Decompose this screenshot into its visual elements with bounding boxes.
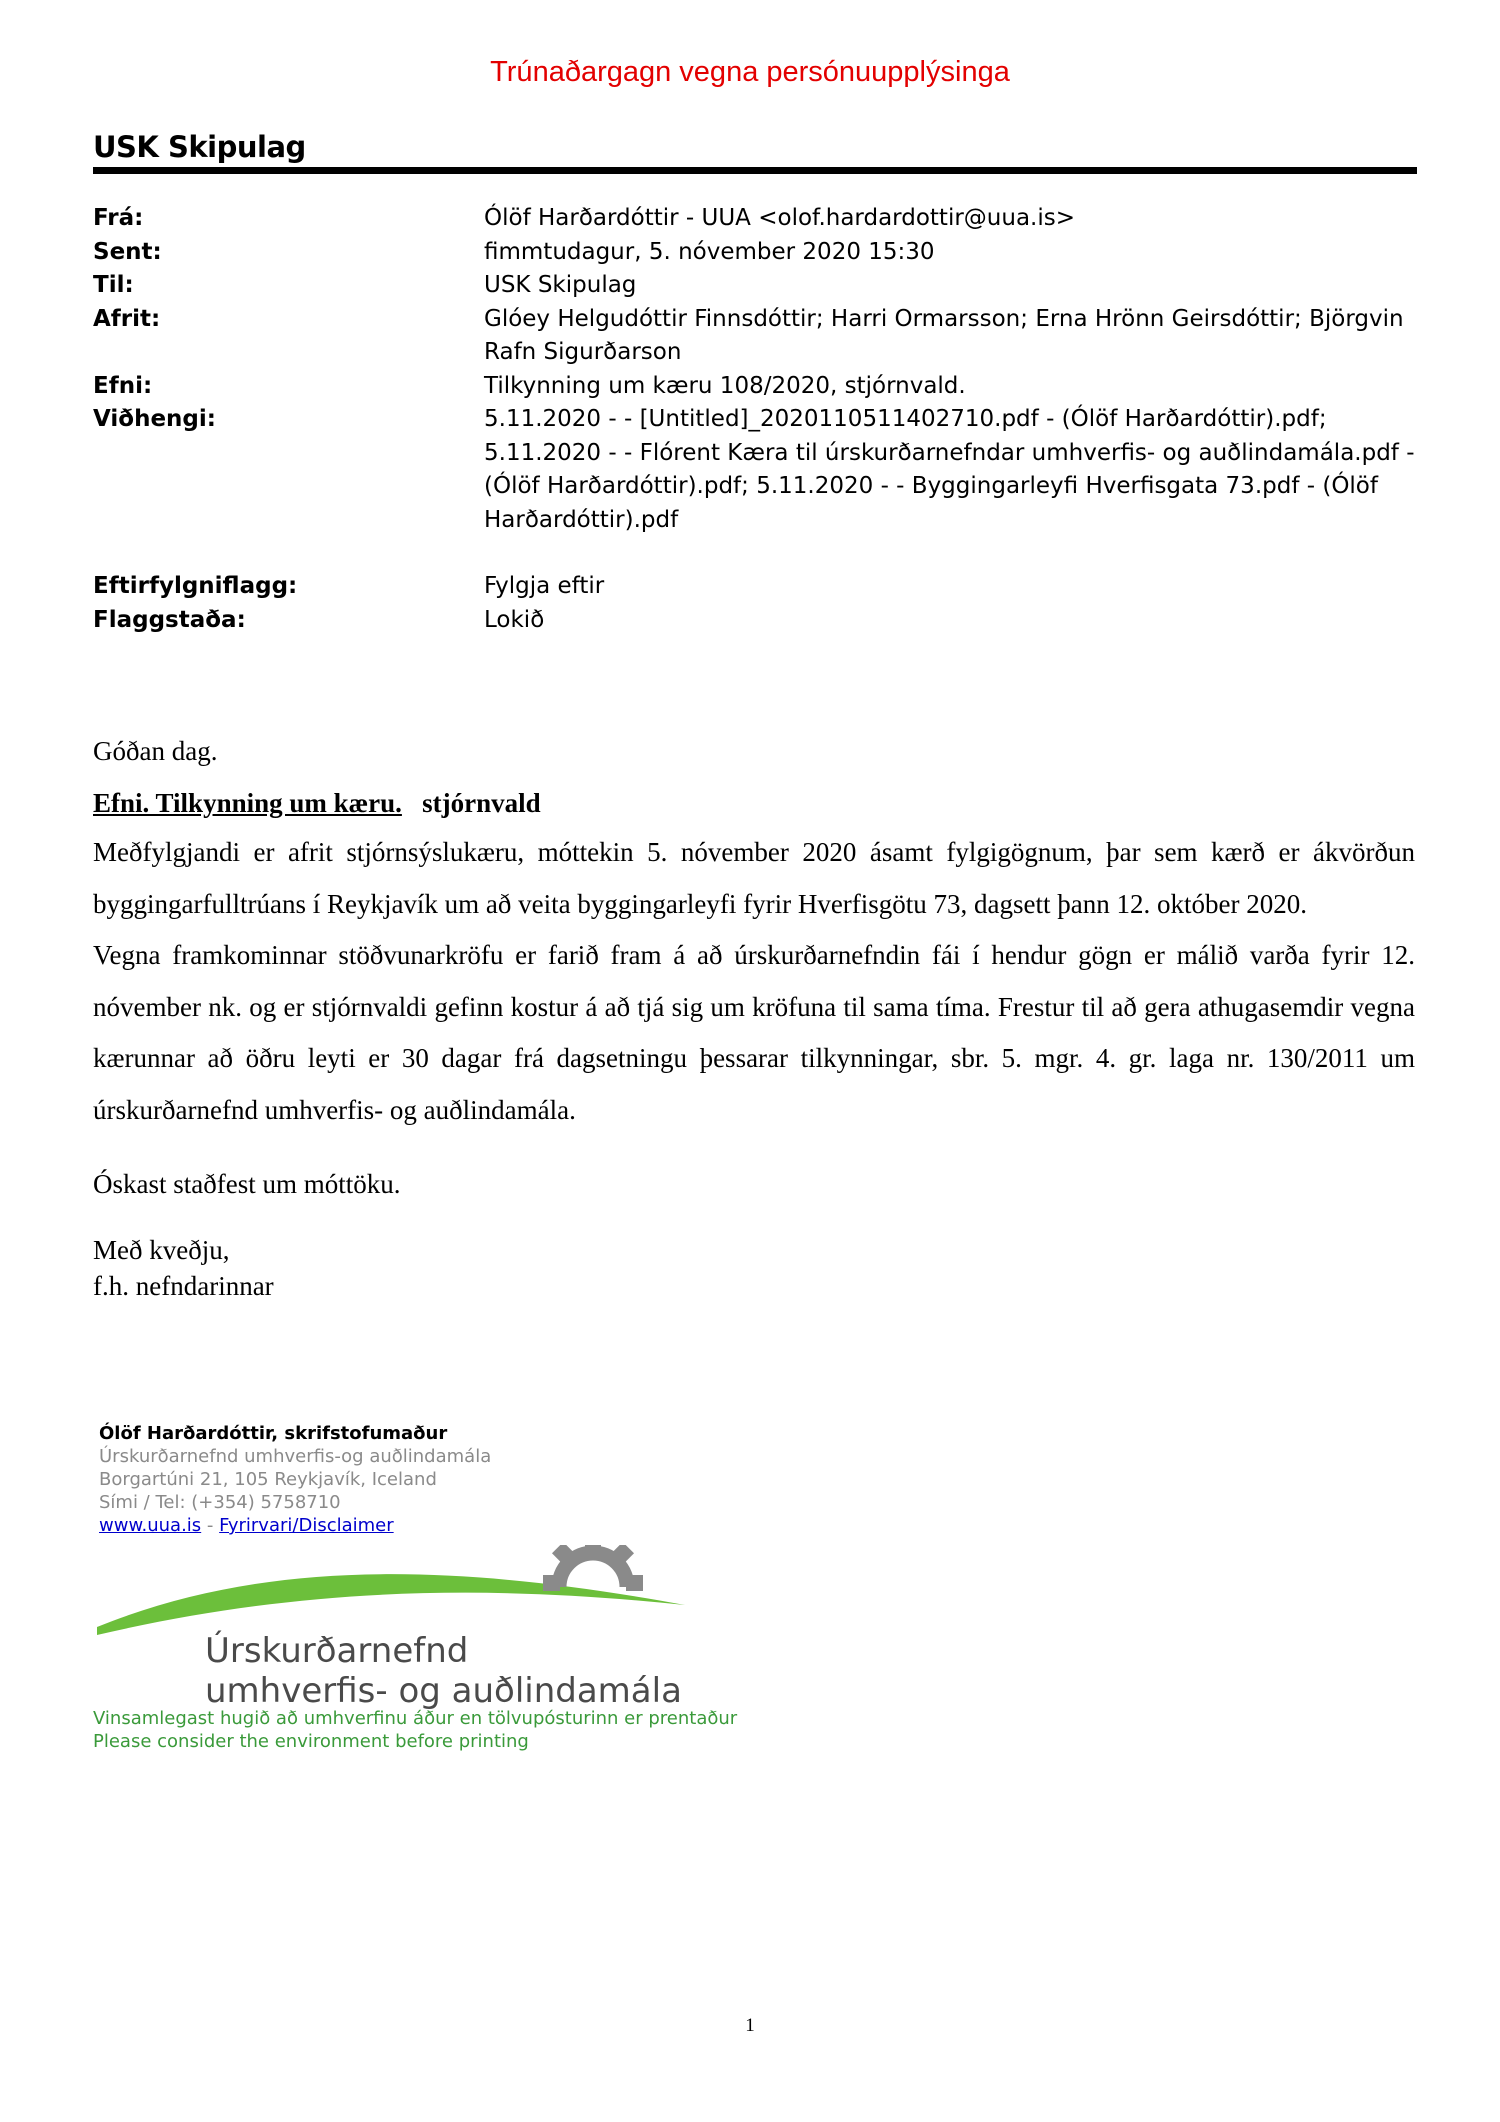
link-separator: - [206,1515,214,1536]
subject-label: Efni: [93,372,153,399]
followup-label: Eftirfylgniflagg: [93,573,298,599]
flagstatus-value: Lokið [484,606,545,633]
email-headers [93,202,1423,637]
logo-text-line1: Úrskurðarnefnd [205,1631,469,1671]
logo-text-line2: umhverfis- og auðlindamála [205,1671,682,1711]
followup-value: Fylgja eftir [484,573,605,599]
cc-value: Glóey Helgudóttir Finnsdóttir; Harri Ormarsson; Erna Hrönn Geirsdóttir; Björgvin Rafn Sigurðarson [484,305,1404,365]
email-body [93,733,1415,1304]
signature-org: Úrskurðarnefnd umhverfis-og auðlindamála [99,1446,492,1467]
attachments-value[interactable]: 5.11.2020 - - [Untitled]_2020110511402710.pdf - (Ólöf Harðardóttir).pdf; 5.11.2020 - - Flórent Kæra til úrskurðarnefndar umhverfis- og auðlindamála.pdf - (Ólöf Harðardóttir).pdf; 5.11.2020 - - Byggingarleyfi Hverfisgata 73.pdf - (Ólöf Harðardóttir).pdf [484,406,1415,533]
signature-links [99,1514,491,1537]
signoff: Með kveðju, [93,1235,230,1265]
header-followup [93,570,1423,604]
mailbox-title: USK Skipulag [93,130,306,164]
website-link[interactable]: www.uua.is [99,1515,202,1536]
body-subject-rest: stjórnvald [422,788,541,818]
header-attachments [93,403,1423,537]
header-cc [93,303,1423,370]
greeting: Góðan dag. [93,736,218,766]
gear-icon [543,1545,643,1591]
signature-phone: Sími / Tel: (+354) 5758710 [99,1492,341,1513]
confidential-notice: Trúnaðargagn vegna persónuupplýsinga [490,56,1010,88]
page-number: 1 [745,2015,755,2036]
email-signature [99,1422,491,1537]
sent-label: Sent: [93,238,162,265]
header-sent [93,236,1423,270]
body-subject-line [93,785,1415,821]
logo-green-swoosh [97,1574,685,1635]
to-value: USK Skipulag [484,272,637,298]
disclaimer-link[interactable]: Fyrirvari/Disclaimer [219,1515,394,1536]
attachments-label: Viðhengi: [93,406,216,432]
subject-value: Tilkynning um kæru 108/2020, stjórnvald. [484,372,966,399]
uua-logo [95,1545,705,1715]
from-value: Ólöf Harðardóttir - UUA <olof.hardardottir@uua.is> [484,205,1075,231]
environment-note-is: Vinsamlegast hugið að umhverfinu áður en tölvupósturinn er prentaður [93,1708,738,1729]
from-label: Frá: [93,205,144,231]
signature-name: Ólöf Harðardóttir, skrifstofumaður [99,1423,448,1444]
header-spacer [93,537,1423,570]
header-subject [93,370,1423,404]
environment-note [93,1707,737,1753]
body-paragraph-2: Vegna framkominnar stöðvunarkröfu er farið fram á að úrskurðarnefndin fái í hendur gögn er málið varða fyrir 12. nóvember nk. og er stjórnvaldi gefinn kostur á að tjá sig um kröfuna til sama tíma. Frestur til að gera athugasemdir vegna kærunnar að öðru leyti er 30 dagar frá dagsetningu þessarar tilkynningar, sbr. 5. mgr. 4. gr. laga nr. 130/2011 um úrskurðarnefnd umhverfis- og auðlindamála. [93,940,1415,1125]
body-paragraph-1: Meðfylgjandi er afrit stjórnsýslukæru, móttekin 5. nóvember 2020 ásamt fylgigögnum, þar sem kærð er ákvörðun byggingarfulltrúans í Reykjavík um að veita byggingarleyfi fyrir Hverfisgötu 73, dagsett þann 12. október 2020. [93,837,1415,919]
cc-label: Afrit: [93,305,161,332]
environment-note-en: Please consider the environment before printing [93,1731,529,1752]
signoff-on-behalf: f.h. nefndarinnar [93,1271,274,1301]
sent-value: fimmtudagur, 5. nóvember 2020 15:30 [484,238,935,265]
header-to [93,269,1423,303]
header-from [93,202,1423,236]
signature-address: Borgartúni 21, 105 Reykjavík, Iceland [99,1469,437,1490]
closing-line: Óskast staðfest um móttöku. [93,1169,401,1199]
title-divider [93,167,1417,174]
body-subject-underlined: Efni. Tilkynning um kæru. [93,788,402,818]
uua-logo-graphic [95,1545,705,1715]
flagstatus-label: Flaggstaða: [93,606,246,633]
to-label: Til: [93,272,134,298]
header-flagstatus [93,604,1423,638]
